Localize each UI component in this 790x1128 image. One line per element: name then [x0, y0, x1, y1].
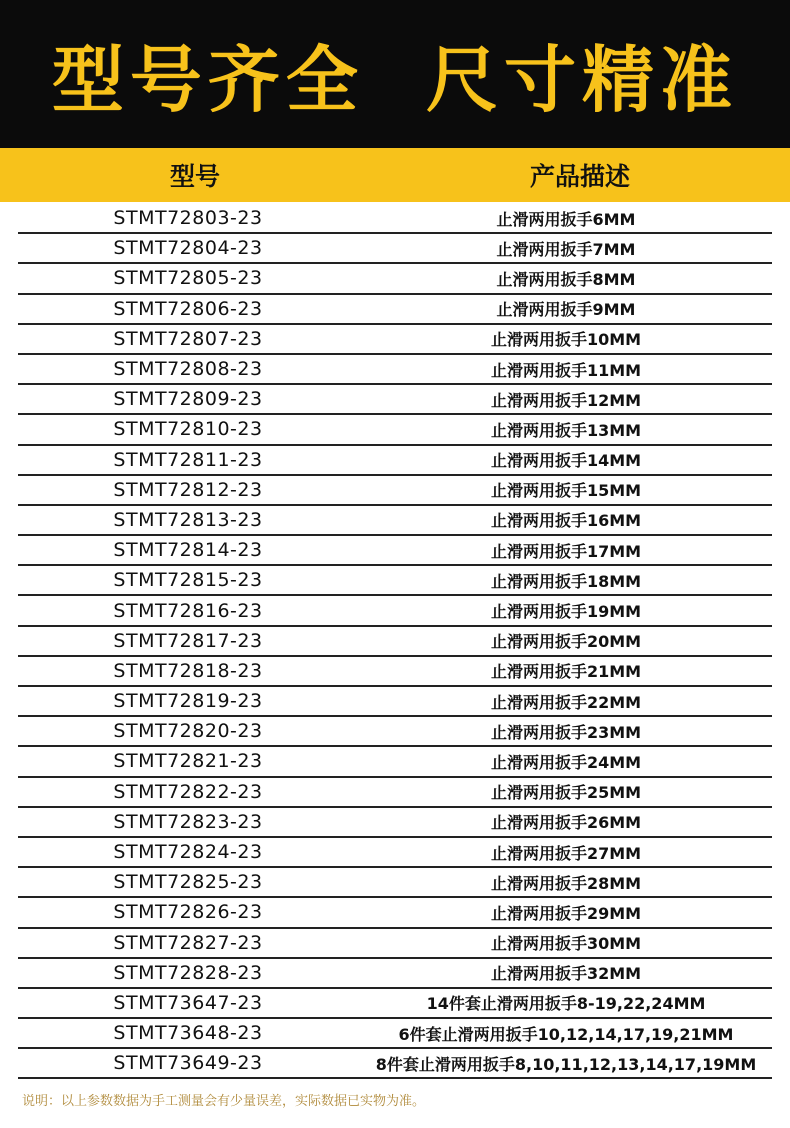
model-cell: STMT72820-23 — [113, 720, 263, 743]
table-row — [18, 355, 772, 385]
model-cell: STMT72823-23 — [113, 810, 263, 833]
model-cell: STMT72811-23 — [113, 448, 263, 471]
footnote: 说明：以上参数数据为手工测量会有少量误差，实际数据已实物为准。 — [22, 1094, 426, 1109]
table-row — [18, 687, 772, 717]
table-row — [18, 566, 772, 596]
description-cell: 止滑两用扳手15MM — [490, 481, 642, 501]
table-row — [18, 657, 772, 687]
description-cell: 止滑两用扳手23MM — [490, 722, 642, 742]
description-cell: 止滑两用扳手21MM — [490, 662, 642, 682]
table-row — [18, 476, 772, 506]
table-row — [18, 596, 772, 626]
model-cell: STMT72810-23 — [113, 418, 263, 441]
table-row — [18, 898, 772, 928]
model-cell: STMT72807-23 — [113, 327, 263, 350]
model-cell: STMT72825-23 — [113, 871, 263, 894]
table-row — [18, 627, 772, 657]
table-row — [18, 808, 772, 838]
header-description: 产品描述 — [529, 162, 630, 191]
table-row — [18, 1049, 772, 1079]
model-cell: STMT73649-23 — [113, 1052, 263, 1075]
table-header — [0, 148, 790, 202]
description-cell: 止滑两用扳手27MM — [490, 843, 642, 863]
banner-title: 型号齐全 尺寸精准 — [51, 38, 739, 122]
spec-table — [18, 204, 772, 1079]
table-row — [18, 868, 772, 898]
description-cell: 止滑两用扳手11MM — [490, 360, 642, 380]
model-cell: STMT72819-23 — [113, 690, 263, 713]
model-cell: STMT72803-23 — [113, 207, 263, 230]
description-cell: 止滑两用扳手26MM — [490, 813, 642, 833]
description-cell: 14件套止滑两用扳手8-19,22,24MM — [426, 994, 706, 1014]
description-cell: 止滑两用扳手32MM — [490, 964, 642, 984]
description-cell: 止滑两用扳手16MM — [490, 511, 642, 531]
table-row — [18, 415, 772, 445]
table-row — [18, 929, 772, 959]
description-cell: 止滑两用扳手17MM — [490, 541, 642, 561]
description-cell: 止滑两用扳手14MM — [490, 451, 642, 471]
table-row — [18, 204, 772, 234]
model-cell: STMT72827-23 — [113, 931, 263, 954]
description-cell: 止滑两用扳手28MM — [490, 873, 642, 893]
description-cell: 止滑两用扳手8MM — [496, 269, 636, 289]
description-cell: 止滑两用扳手12MM — [490, 390, 642, 410]
table-row — [18, 989, 772, 1019]
table-row — [18, 264, 772, 294]
description-cell: 6件套止滑两用扳手10,12,14,17,19,21MM — [398, 1024, 734, 1044]
table-row — [18, 325, 772, 355]
description-cell: 止滑两用扳手24MM — [490, 752, 642, 772]
table-row — [18, 446, 772, 476]
model-cell: STMT72808-23 — [113, 358, 263, 381]
description-cell: 止滑两用扳手30MM — [490, 934, 642, 954]
table-row — [18, 385, 772, 415]
model-cell: STMT72804-23 — [113, 237, 263, 260]
model-cell: STMT72812-23 — [113, 478, 263, 501]
description-cell: 止滑两用扳手19MM — [490, 602, 642, 622]
table-row — [18, 295, 772, 325]
model-cell: STMT73648-23 — [113, 1022, 263, 1045]
description-cell: 止滑两用扳手29MM — [490, 903, 642, 923]
model-cell: STMT72806-23 — [113, 297, 263, 320]
model-cell: STMT72824-23 — [113, 841, 263, 864]
model-cell: STMT72813-23 — [113, 508, 263, 531]
model-cell: STMT72818-23 — [113, 659, 263, 682]
model-cell: STMT72809-23 — [113, 388, 263, 411]
description-cell: 止滑两用扳手6MM — [496, 209, 636, 229]
header-model: 型号 — [169, 162, 220, 191]
table-row — [18, 1019, 772, 1049]
model-cell: STMT72817-23 — [113, 629, 263, 652]
table-row — [18, 717, 772, 747]
description-cell: 止滑两用扳手9MM — [496, 300, 636, 320]
table-row — [18, 778, 772, 808]
description-cell: 止滑两用扳手18MM — [490, 571, 642, 591]
model-cell: STMT72805-23 — [113, 267, 263, 290]
table-row — [18, 747, 772, 777]
table-row — [18, 838, 772, 868]
description-cell: 8件套止滑两用扳手8,10,11,12,13,14,17,19MM — [375, 1054, 757, 1074]
description-cell: 止滑两用扳手13MM — [490, 420, 642, 440]
model-cell: STMT72826-23 — [113, 901, 263, 924]
description-cell: 止滑两用扳手20MM — [490, 632, 642, 652]
model-cell: STMT72814-23 — [113, 539, 263, 562]
description-cell: 止滑两用扳手25MM — [490, 783, 642, 803]
model-cell: STMT72815-23 — [113, 569, 263, 592]
model-cell: STMT72816-23 — [113, 599, 263, 622]
model-cell: STMT73647-23 — [113, 991, 263, 1014]
table-row — [18, 506, 772, 536]
model-cell: STMT72828-23 — [113, 961, 263, 984]
model-cell: STMT72822-23 — [113, 780, 263, 803]
description-cell: 止滑两用扳手7MM — [496, 239, 636, 259]
model-cell: STMT72821-23 — [113, 750, 263, 773]
table-row — [18, 536, 772, 566]
banner — [0, 0, 790, 148]
description-cell: 止滑两用扳手10MM — [490, 330, 642, 350]
description-cell: 止滑两用扳手22MM — [490, 692, 642, 712]
table-row — [18, 959, 772, 989]
table-row — [18, 234, 772, 264]
